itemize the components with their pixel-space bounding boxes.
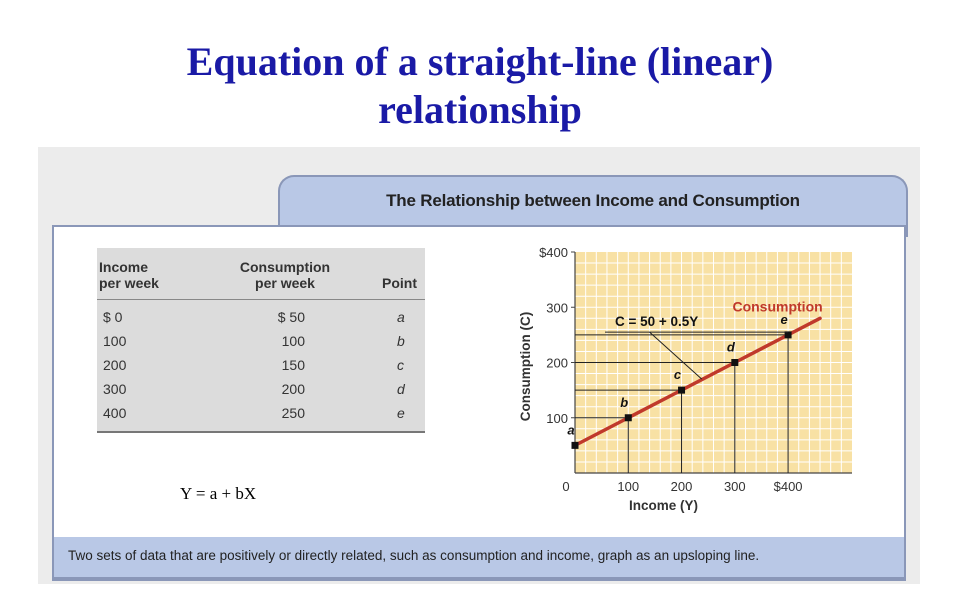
table-cell-point: a	[397, 309, 405, 325]
table-cell-consumption: 200	[281, 381, 305, 397]
equation-annotation: C = 50 + 0.5Y	[615, 314, 699, 330]
figure-header-text: The Relationship between Income and Consumption	[386, 191, 800, 210]
table-header-income-line2: per week	[99, 275, 159, 291]
slide-title-line1: Equation of a straight-line (linear)	[186, 39, 774, 84]
y-tick-label: 300	[546, 300, 568, 316]
data-point	[731, 359, 738, 366]
x-tick-label: 300	[723, 479, 746, 494]
x-tick-label: 0	[562, 479, 570, 494]
x-tick-label: 200	[670, 479, 693, 494]
y-tick-label: $400	[539, 245, 568, 260]
x-tick-label: $400	[773, 479, 803, 494]
point-label: c	[673, 367, 682, 383]
point-label: e	[780, 311, 788, 327]
table-cell-point: b	[397, 333, 405, 349]
point-label: a	[567, 422, 575, 438]
equation-label: Y = a + bX	[180, 484, 257, 503]
y-tick-label: 200	[546, 355, 568, 371]
table-cell-consumption: $ 50	[277, 309, 305, 325]
table-header-income-line1: Income	[99, 259, 149, 275]
table-cell-consumption: 100	[281, 333, 305, 349]
table-cell-income: 400	[103, 405, 127, 421]
y-tick-label: 100	[546, 410, 568, 426]
table-cell-point: d	[397, 381, 405, 397]
table-cell-income: 100	[103, 333, 127, 349]
figure-caption: Two sets of data that are positively or directly related, such as consumption and income, graph as an upsloping line.	[68, 548, 760, 563]
table-cell-income: $ 0	[103, 309, 123, 325]
slide-title-line2: relationship	[378, 87, 582, 132]
data-point	[625, 414, 632, 421]
table-cell-consumption: 250	[281, 405, 305, 421]
data-point	[678, 387, 685, 394]
y-axis-title: Consumption (C)	[518, 311, 533, 422]
table-header-consumption-line2: per week	[255, 275, 315, 291]
table-header-consumption-line1: Consumption	[239, 259, 331, 275]
table-header-point: Point	[382, 275, 417, 291]
table-cell-point: e	[397, 405, 405, 421]
series-label: Consumption	[732, 298, 823, 315]
table-cell-consumption: 150	[281, 357, 305, 373]
point-label: d	[726, 339, 735, 355]
x-tick-label: 100	[617, 479, 640, 494]
data-point	[572, 442, 579, 449]
point-label: b	[620, 394, 629, 410]
table-cell-point: c	[397, 357, 404, 373]
x-axis-title: Income (Y)	[628, 498, 699, 513]
table-cell-income: 300	[103, 381, 127, 397]
table-cell-income: 200	[103, 357, 127, 373]
